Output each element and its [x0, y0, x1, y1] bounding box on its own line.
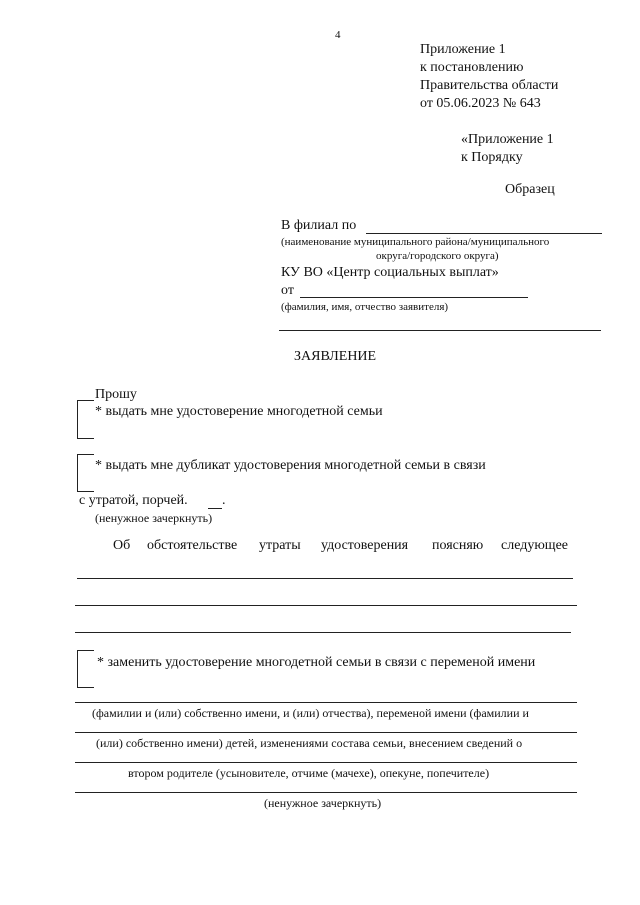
option-3-line-4	[75, 792, 577, 793]
filial-prefix: В филиал по	[281, 218, 357, 233]
from-prefix: от	[281, 283, 294, 298]
explanation-word-4: удостоверения	[321, 538, 409, 553]
option-2-label-line-2: с утратой, порчей.	[79, 493, 188, 508]
explanation-line-2[interactable]	[75, 605, 577, 606]
option-3-checkbox[interactable]	[77, 650, 94, 688]
appendix-line-1: Приложение 1	[420, 42, 506, 57]
explanation-word-3: утраты	[259, 538, 301, 553]
option-3-label-line-3: (или) собственно имени) детей, изменениями состава семьи, внесением сведений о	[96, 736, 523, 750]
appendix-line-3: Правительства области	[420, 78, 559, 93]
explanation-word-1: Об	[113, 538, 131, 553]
explanation-word-2: обстоятельстве	[147, 538, 238, 553]
option-2-label-end: .	[222, 493, 226, 508]
explanation-word-5: поясняю	[432, 538, 484, 553]
filial-input-line[interactable]	[366, 233, 602, 234]
applicant-name-line[interactable]	[300, 297, 528, 298]
page-number: 4	[335, 29, 341, 41]
option-2-hint: (ненужное зачеркнуть)	[95, 511, 213, 525]
document-title: ЗАЯВЛЕНИЕ	[294, 349, 377, 364]
option-2-label-line-1: * выдать мне дубликат удостоверения многодетной семьи в связи	[95, 458, 486, 473]
explanation-line-3[interactable]	[75, 632, 571, 633]
option-3-line-3	[75, 762, 577, 763]
appendix-line-2: к постановлению	[420, 60, 524, 75]
request-word: Прошу	[95, 387, 137, 402]
appendix-line-4: от 05.06.2023 № 643	[420, 96, 541, 111]
filial-hint-2: округа/городского округа)	[376, 250, 499, 262]
option-3-label-line-2: (фамилии и (или) собственно имени, и (или) отчества), переменой имени (фамилии и	[92, 706, 529, 720]
option-1-checkbox[interactable]	[77, 400, 94, 439]
option-3-line-2	[75, 732, 577, 733]
filial-hint-1: (наименование муниципального района/муниципального	[281, 236, 550, 248]
option-3-label-line-1: * заменить удостоверение многодетной семьи в связи с переменой имени	[97, 655, 536, 670]
sub-appendix-line-1: «Приложение 1	[461, 132, 554, 147]
sub-appendix-line-2: к Порядку	[461, 150, 523, 165]
explanation-word-6: следующее	[501, 538, 569, 553]
option-3-line-1	[75, 702, 577, 703]
applicant-name-line-2[interactable]	[279, 330, 601, 331]
organization-name: КУ ВО «Центр социальных выплат»	[281, 265, 499, 280]
option-3-label-line-4: втором родителе (усыновителе, отчиме (мачехе), опекуне, попечителе)	[128, 766, 490, 780]
option-1-label: * выдать мне удостоверение многодетной семьи	[95, 404, 383, 419]
option-2-underline	[208, 508, 222, 509]
explanation-line-1[interactable]	[77, 578, 573, 579]
sample-label: Образец	[505, 182, 555, 197]
option-2-checkbox[interactable]	[77, 454, 94, 492]
from-hint: (фамилия, имя, отчество заявителя)	[281, 301, 449, 313]
option-3-hint: (ненужное зачеркнуть)	[264, 796, 382, 810]
